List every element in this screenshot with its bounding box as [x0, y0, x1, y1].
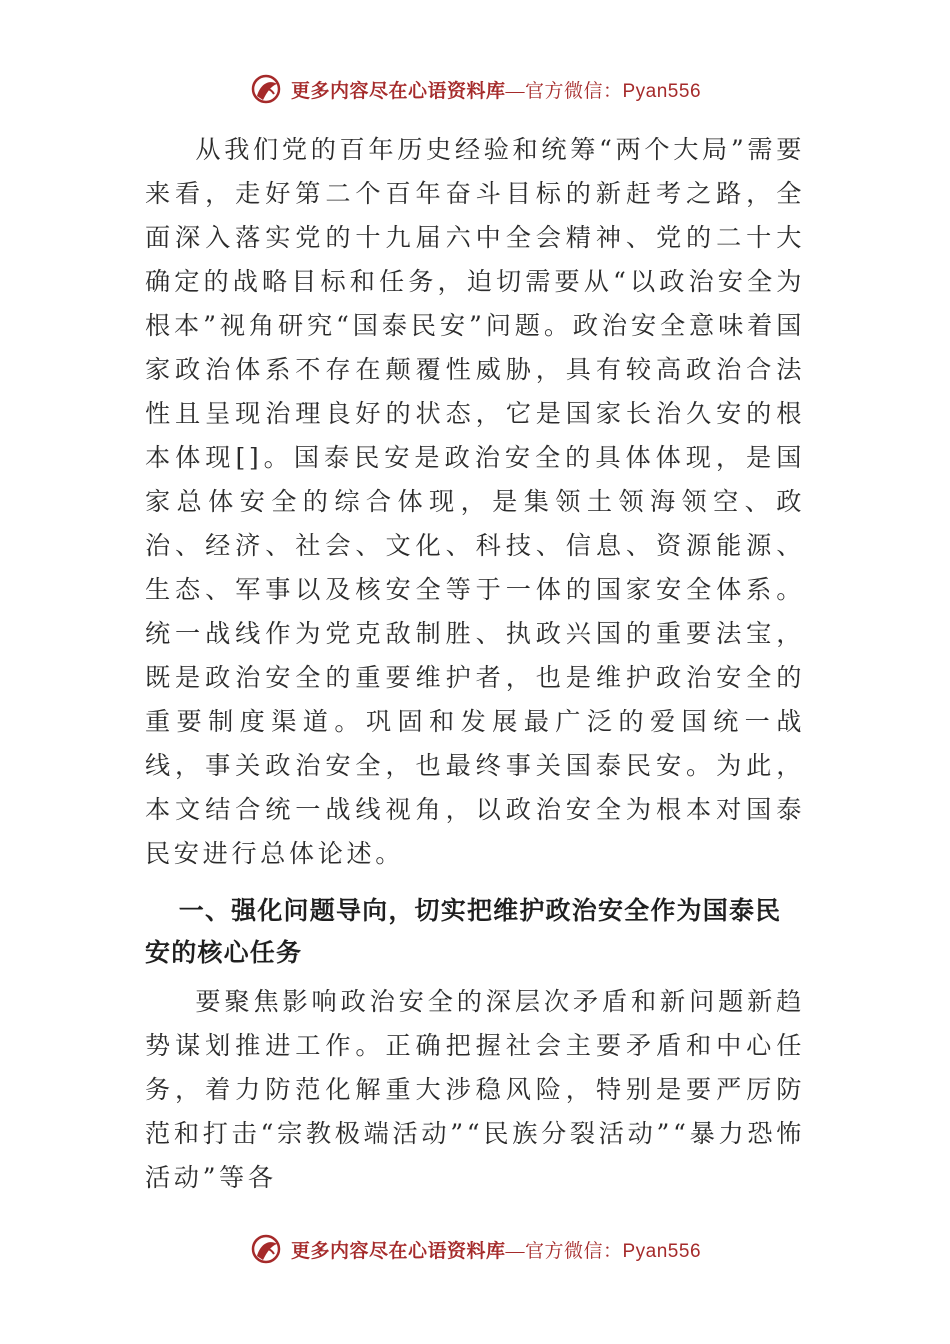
banner-wechat-label: 官方微信： [524, 1240, 623, 1262]
banner-text [291, 1236, 701, 1263]
banner-wechat-label: 官方微信： [524, 80, 623, 102]
document-body [145, 128, 805, 1200]
banner-wechat-id: Pyan556 [622, 1240, 702, 1262]
footer-banner [0, 1232, 950, 1266]
banner-dash: — [505, 80, 525, 102]
body-paragraph: 要聚焦影响政治安全的深层次矛盾和新问题新趋势谋划推进工作。正确把握社会主要矛盾和中心任务，着力防范化解重大涉稳风险，特别是要严厉防范和打击“宗教极端活动”“民族分裂活动”“暴力恐怖活动”等各 [145, 987, 805, 1192]
header-banner [0, 72, 950, 106]
section-heading: 一、强化问题导向，切实把维护政治安全作为国泰民安的核心任务 [145, 896, 782, 967]
banner-dash: — [505, 1240, 525, 1262]
banner-wechat-id: Pyan556 [622, 80, 702, 102]
body-paragraph: 从我们党的百年历史经验和统筹“两个大局”需要来看，走好第二个百年奋斗目标的新赶考之路，全面深入落实党的十九届六中全会精神、党的二十大确定的战略目标和任务，迫切需要从“以政治安全为根本”视角研究“国泰民安”问题。政治安全意味着国家政治体系不存在颠覆性威胁，具有较高政治合法性且呈现治理良好的状态，它是国家长治久安的根本体现[]。国泰民安是政治安全的具体体现，是国家总体安全的综合体现，是集领土领海领空、政治、经济、社会、文化、科技、信息、资源能源、生态、军事以及核安全等于一体的国家安全体系。统一战线作为党克敌制胜、执政兴国的重要法宝，既是政治安全的重要维护者，也是维护政治安全的重要制度渠道。巩固和发展最广泛的爱国统一战线，事关政治安全，也最终事关国泰民安。为此，本文结合统一战线视角，以政治安全为根本对国泰民安进行总体论述。 [145, 135, 805, 868]
banner-text [291, 76, 701, 103]
banner-brand: 更多内容尽在心语资料库 [290, 1240, 506, 1262]
banner-brand: 更多内容尽在心语资料库 [290, 80, 506, 102]
ribbon-logo-icon [249, 72, 283, 106]
ribbon-logo-icon [249, 1232, 283, 1266]
